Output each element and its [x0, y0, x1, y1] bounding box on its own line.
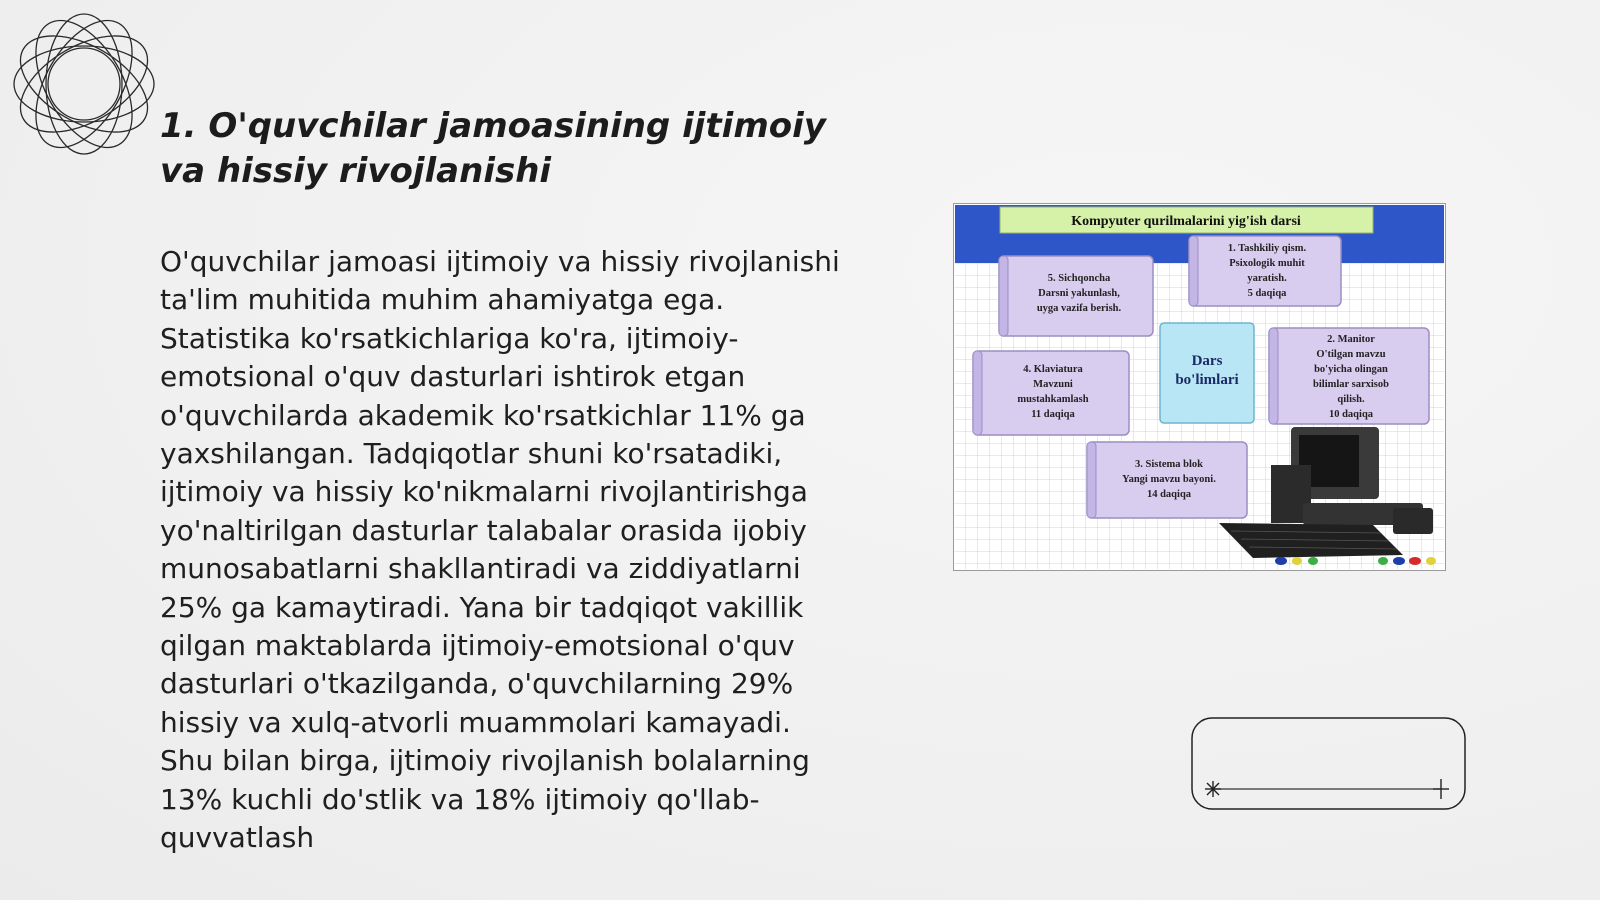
scroll-step-1: [1189, 236, 1341, 306]
center-box: [1160, 323, 1254, 423]
circle-logo-icon: [10, 10, 158, 158]
scroll-step-2: [1269, 328, 1429, 424]
scroll-3-line-3: 14 daqiqa: [1146, 489, 1192, 500]
scroll-4-line-1: 4. Klaviatura: [1023, 364, 1083, 375]
scroll-3-line-1: 3. Sistema blok: [1135, 459, 1203, 470]
scroll-1-line-3: yaratish.: [1247, 273, 1287, 284]
scroll-5-line-1: 5. Sichqoncha: [1047, 273, 1111, 284]
slide-title: 1. O'quvchilar jamoasining ijtimoiy va hissiy rivojlanishi: [160, 106, 826, 191]
scroll-1-line-1: 1. Tashkiliy qism.: [1227, 243, 1307, 254]
scroll-4-line-2: Mavzuni: [1033, 379, 1073, 390]
scroll-step-3: [1087, 442, 1247, 518]
scroll-2-line-2: O'tilgan mavzu: [1316, 349, 1386, 360]
scroll-2-line-4: bilimlar sarxisob: [1313, 379, 1389, 390]
scroll-step-5: [999, 256, 1153, 336]
sparkle-icon: [1205, 781, 1221, 797]
scroll-4-line-4: 11 daqiqa: [1031, 409, 1075, 420]
center-line-2: bo'limlari: [1175, 372, 1239, 388]
lesson-structure-diagram: [953, 203, 1446, 571]
cross-icon: [1433, 779, 1449, 799]
scroll-4-line-3: mustahkamlash: [1017, 394, 1089, 405]
scroll-1-line-4: 5 daqiqa: [1247, 288, 1287, 299]
slide-body-text: O'quvchilar jamoasi ijtimoiy va hissiy rivojlanishi ta'lim muhitida muhim ahamiyatga ega. Statistika ko'rsatkichlariga ko'ra, ijtimoiy-emotsional o'quv dasturlari ishtirok etgan o'quvchilarda akademik ko'rsatkichlar 11% ga yaxshilangan. Tadqiqotlar shuni ko'rsatadiki, ijtimoiy va hissiy ko'nikmalarni rivojlantirishga yo'naltirilgan dasturlar talabalar orasida ijobiy munosabatlarni shakllantiradi va ziddiyatlarni 25% ga kamaytiradi. Yana bir tadqiqot vakillik qilgan maktablarda ijtimoiy-emotsional o'quv dasturlari o'tkazilganda, o'quvchilarning 29% hissiy va xulq-atvorli muammolari kamayadi. Shu bilan birga, ijtimoiy rivojlanish bolalarning 13% kuchli do'stlik va 18% ijtimoiy qo'llab-quvvatlash: [160, 245, 840, 855]
scroll-5-line-2: Darsni yakunlash,: [1038, 288, 1120, 299]
scroll-2-line-5: qilish.: [1337, 394, 1365, 405]
scroll-3-line-2: Yangi mavzu bayoni.: [1122, 474, 1216, 485]
scroll-step-4: [973, 351, 1129, 435]
center-line-1: Dars: [1191, 353, 1223, 369]
scroll-5-line-3: uyga vazifa berish.: [1036, 303, 1122, 314]
diagram-header-label: Kompyuter qurilmalarini yig'ish darsi: [1071, 214, 1301, 229]
scroll-2-line-3: bo'yicha olingan: [1314, 364, 1388, 375]
scroll-2-line-1: 2. Manitor: [1327, 334, 1375, 345]
scroll-1-line-2: Psixologik muhit: [1229, 258, 1305, 269]
scroll-2-line-6: 10 daqiqa: [1328, 409, 1374, 420]
decorative-frame: [1191, 717, 1466, 810]
